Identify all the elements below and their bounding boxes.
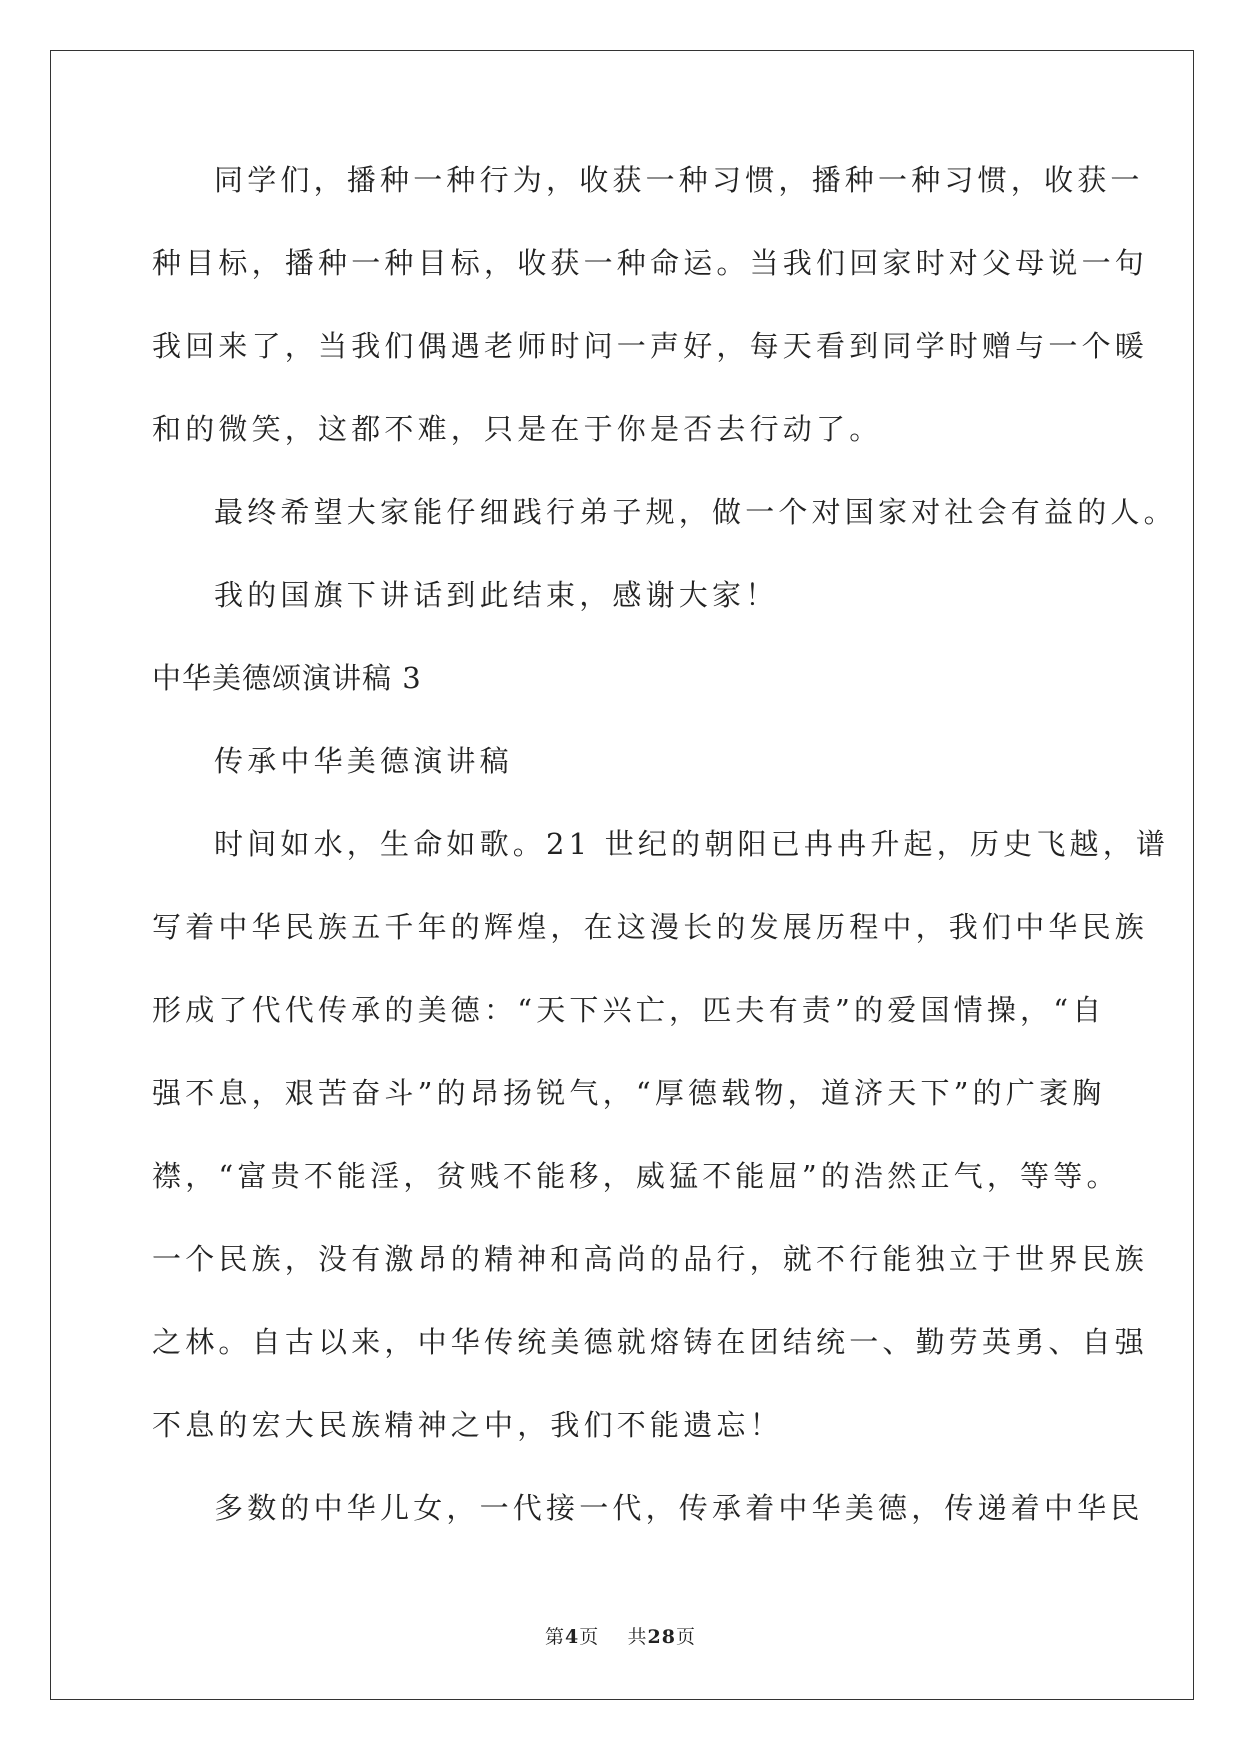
text-line: 种目标，播种一种目标，收获一种命运。当我们回家时对父母说一句 (152, 246, 1149, 280)
text-line: 形成了代代传承的美德：“天下兴亡，匹夫有责”的爱国情操，“自 (152, 993, 1106, 1027)
text-line: 传承中华美德演讲稿 (214, 744, 513, 778)
text-line: 写着中华民族五千年的辉煌，在这漫长的发展历程中，我们中华民族 (152, 910, 1149, 944)
text-line: 不息的宏大民族精神之中，我们不能遗忘！ (152, 1408, 783, 1442)
text-line: 襟，“富贵不能淫，贫贱不能移，威猛不能屈”的浩然正气，等等。 (152, 1159, 1120, 1193)
footer-prefix: 第 (545, 1626, 566, 1648)
text-line: 之林。自古以来，中华传统美德就熔铸在团结统一、勤劳英勇、自强 (152, 1325, 1149, 1359)
text-line: 我的国旗下讲话到此结束，感谢大家！ (214, 578, 779, 612)
current-page-number: 4 (565, 1626, 580, 1648)
section-heading: 中华美德颂演讲稿 3 (152, 661, 422, 695)
text-line: 强不息，艰苦奋斗”的昂扬锐气，“厚德载物，道济天下”的广袤胸 (152, 1076, 1106, 1110)
text-line: 和的微笑，这都不难，只是在于你是否去行动了。 (152, 412, 883, 446)
text-line: 最终希望大家能仔细践行弟子规，做一个对国家对社会有益的人。 (214, 495, 1177, 529)
text-line: 一个民族，没有激昂的精神和高尚的品行，就不行能独立于世界民族 (152, 1242, 1149, 1276)
text-line: 时间如水，生命如歌。21 世纪的朝阳已冉冉升起，历史飞越，谱 (214, 827, 1170, 861)
text-line: 多数的中华儿女，一代接一代，传承着中华美德，传递着中华民 (214, 1491, 1144, 1525)
footer-total-prefix: 共 (627, 1626, 648, 1648)
document-body (152, 160, 1177, 1571)
text-line: 同学们，播种一种行为，收获一种习惯，播种一种习惯，收获一 (214, 163, 1144, 197)
footer-total-suffix: 页 (675, 1626, 696, 1648)
footer-page-word: 页 (579, 1626, 600, 1648)
text-line: 我回来了，当我们偶遇老师时问一声好，每天看到同学时赠与一个暖 (152, 329, 1149, 363)
page-footer (0, 1624, 1241, 1650)
total-page-count: 28 (647, 1626, 676, 1648)
